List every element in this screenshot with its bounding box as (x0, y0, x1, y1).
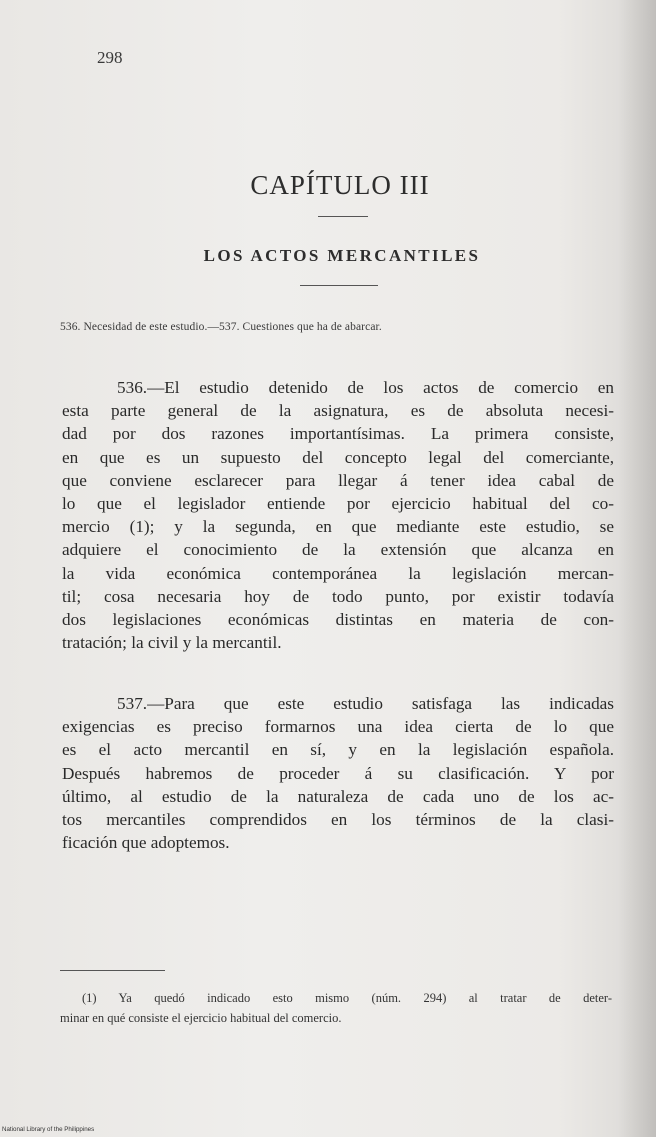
chapter-title: CAPÍTULO III (250, 170, 430, 200)
footnote-line: minar en qué consiste el ejercicio habitual del comercio. (60, 1011, 342, 1025)
paragraph-536 (62, 376, 614, 654)
text-line: dos legislaciones económicas distintas en materia de con- (62, 609, 614, 629)
text-line: Después habremos de proceder á su clasificación. Y por (62, 763, 614, 783)
footnote (60, 988, 612, 1028)
text-line: que conviene esclarecer para llegar á tener idea cabal de (62, 470, 614, 490)
page-edge-shadow (618, 0, 656, 1137)
text-line: lo que el legislador entiende por ejercicio habitual del co- (62, 493, 614, 513)
footnote-line: (1) Ya quedó indicado esto mismo (núm. 294) al tratar de deter- (82, 991, 612, 1005)
text-line: esta parte general de la asignatura, es de absoluta necesi- (62, 401, 614, 421)
text-line: en que es un supuesto del concepto legal del comerciante, (62, 447, 614, 467)
paragraph-537 (62, 692, 614, 854)
text-line: 537.—Para que este estudio satisfaga las indicadas (117, 694, 614, 713)
text-line: tratación; la civil y la mercantil. (62, 633, 282, 653)
text-line: til; cosa necesaria hoy de todo punto, por existir todavía (62, 586, 614, 606)
section-summary: 536. Necesidad de este estudio.—537. Cuestiones que ha de abarcar. (60, 321, 382, 333)
section-title: LOS ACTOS MERCANTILES (203, 246, 481, 265)
text-line: último, al estudio de la naturaleza de cada uno de los ac- (62, 786, 614, 806)
page-number: 298 (97, 48, 123, 67)
text-line: 536.—El estudio detenido de los actos de comercio en (117, 378, 614, 397)
text-line: tos mercantiles comprendidos en los términos de la clasi- (62, 809, 614, 829)
title-divider (318, 216, 368, 217)
section-divider (300, 285, 378, 286)
library-watermark: National Library of the Philippines (2, 1126, 95, 1133)
text-line: adquiere el conocimiento de la extensión que alcanza en (62, 540, 614, 560)
text-line: exigencias es preciso formarnos una idea cierta de lo que (62, 717, 614, 737)
text-line: dad por dos razones importantísimas. La primera consiste, (62, 424, 614, 444)
text-line: la vida económica contemporánea la legislación mercan- (62, 563, 614, 583)
text-line: es el acto mercantil en sí, y en la legislación española. (62, 740, 614, 760)
footnote-divider (60, 970, 165, 971)
text-line: ficación que adoptemos. (62, 833, 230, 853)
text-line: mercio (1); y la segunda, en que mediante este estudio, se (62, 517, 614, 537)
